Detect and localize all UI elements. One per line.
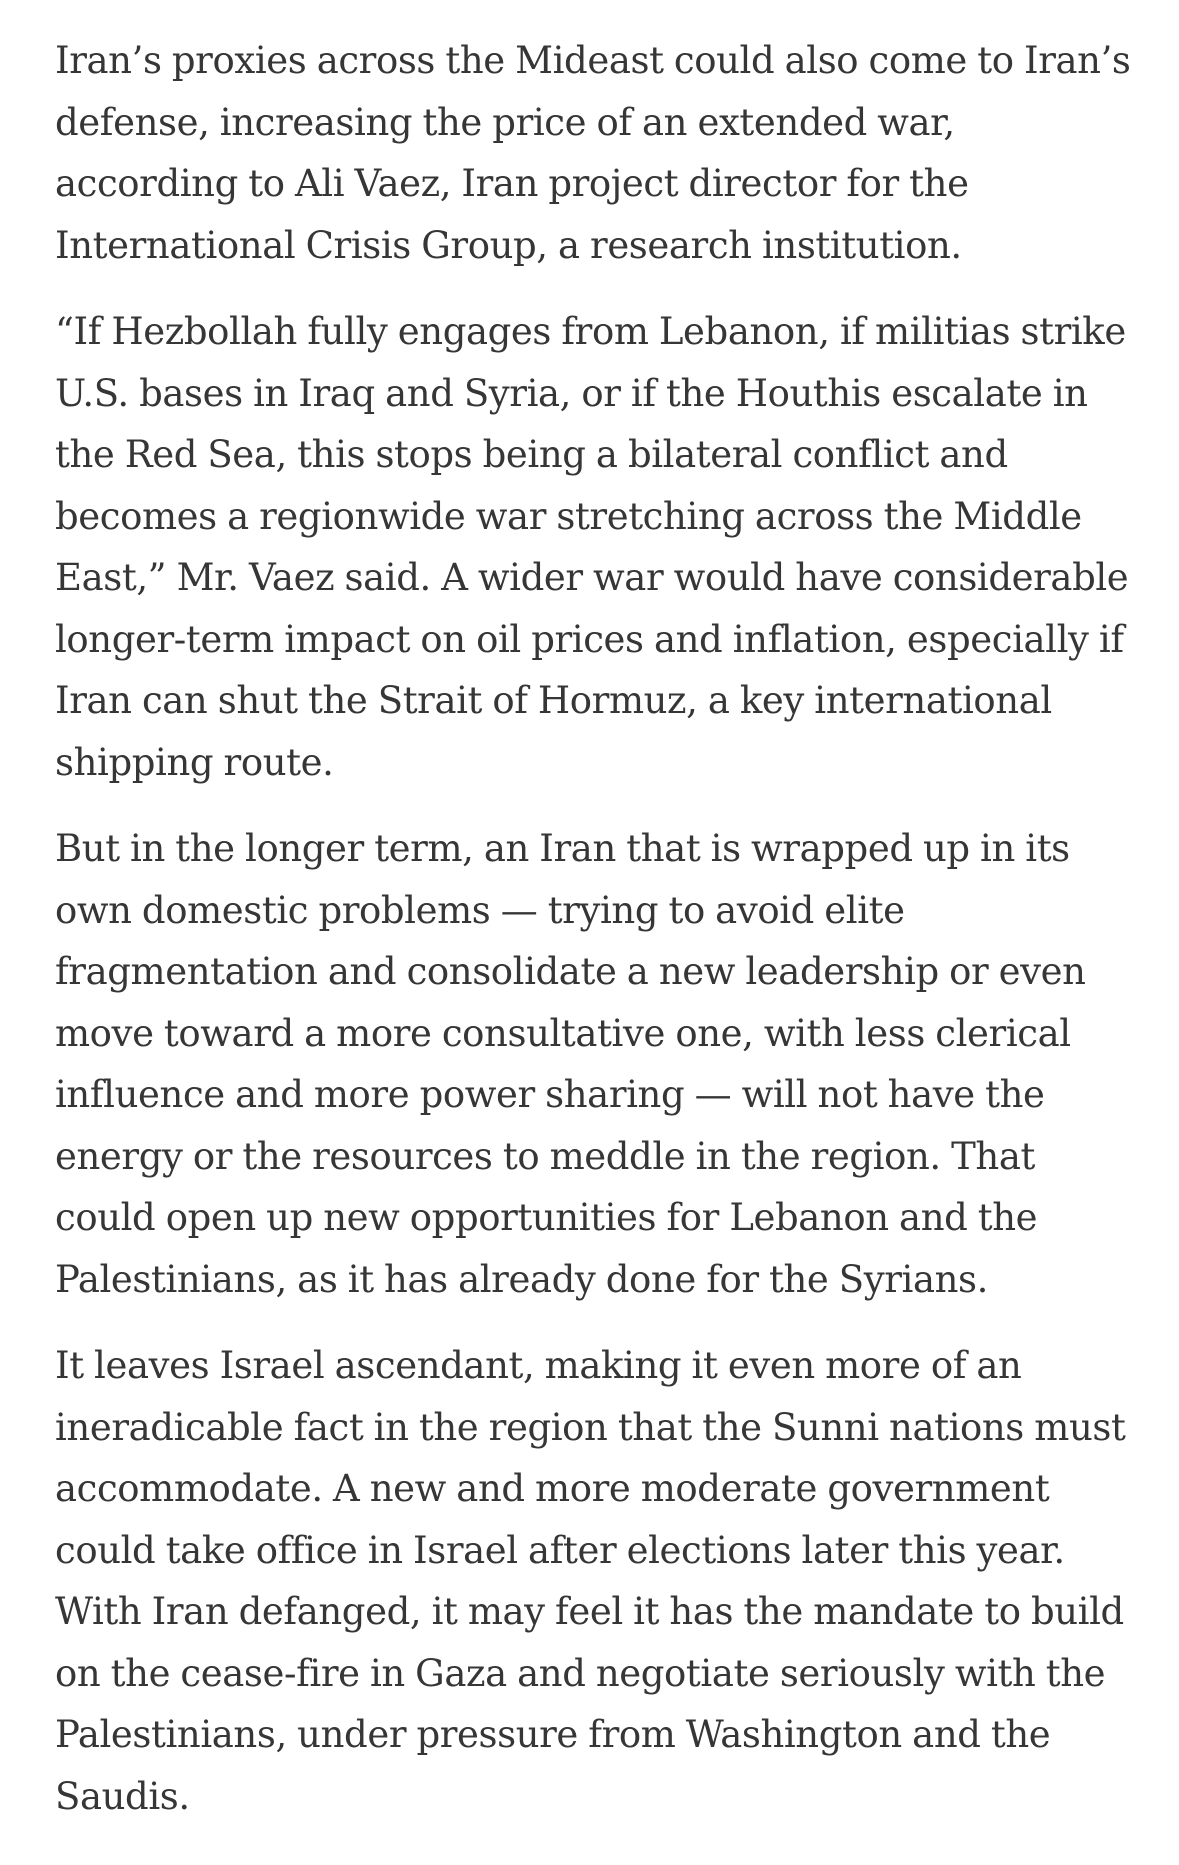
text-line: according to Ali Vaez, Iran project director for the: [55, 162, 969, 205]
text-line: Iran’s proxies across the Mideast could also come to Iran’s: [55, 39, 1131, 82]
text-line: With Iran defanged, it may feel it has the mandate to build: [55, 1590, 1124, 1633]
text-line: defense, increasing the price of an extended war,: [55, 100, 955, 144]
text-line: becomes a regionwide war stretching across the Middle: [55, 494, 1082, 538]
text-line: could take office in Israel after elections later this year.: [55, 1528, 1065, 1572]
text-line: fragmentation and consolidate a new leadership or even: [55, 950, 1086, 993]
paragraph-3: [55, 818, 1165, 1310]
article-body: [55, 30, 1165, 1852]
text-line: “If Hezbollah fully engages from Lebanon, if militias strike: [55, 310, 1126, 353]
text-line: longer-term impact on oil prices and inflation, especially if: [55, 617, 1124, 661]
paragraph-1: [55, 30, 1165, 276]
text-line: on the cease-fire in Gaza and negotiate seriously with the: [55, 1651, 1106, 1695]
text-line: own domestic problems — trying to avoid elite: [55, 888, 905, 932]
text-line: move toward a more consultative one, with less clerical: [55, 1011, 1071, 1055]
text-line: Saudis.: [55, 1774, 190, 1818]
text-line: It leaves Israel ascendant, making it even more of an: [55, 1344, 1022, 1387]
text-line: shipping route.: [55, 740, 334, 784]
text-line: accommodate. A new and more moderate government: [55, 1467, 1050, 1510]
text-line: But in the longer term, an Iran that is wrapped up in its: [55, 827, 1070, 870]
text-line: energy or the resources to meddle in the region. That: [55, 1134, 1035, 1178]
text-line: Palestinians, under pressure from Washington and the: [55, 1713, 1051, 1756]
text-line: U.S. bases in Iraq and Syria, or if the Houthis escalate in: [55, 371, 1088, 415]
text-line: Palestinians, as it has already done for the Syrians.: [55, 1257, 988, 1301]
text-line: could open up new opportunities for Lebanon and the: [55, 1196, 1038, 1239]
paragraph-2: [55, 301, 1165, 793]
text-line: Iran can shut the Strait of Hormuz, a key international: [55, 679, 1052, 722]
text-line: ineradicable fact in the region that the Sunni nations must: [55, 1405, 1126, 1449]
text-line: East,” Mr. Vaez said. A wider war would have considerable: [55, 556, 1129, 599]
text-line: the Red Sea, this stops being a bilateral conflict and: [55, 433, 1008, 476]
text-line: influence and more power sharing — will not have the: [55, 1073, 1045, 1116]
text-line: International Crisis Group, a research institution.: [55, 223, 962, 267]
paragraph-4: [55, 1335, 1165, 1827]
